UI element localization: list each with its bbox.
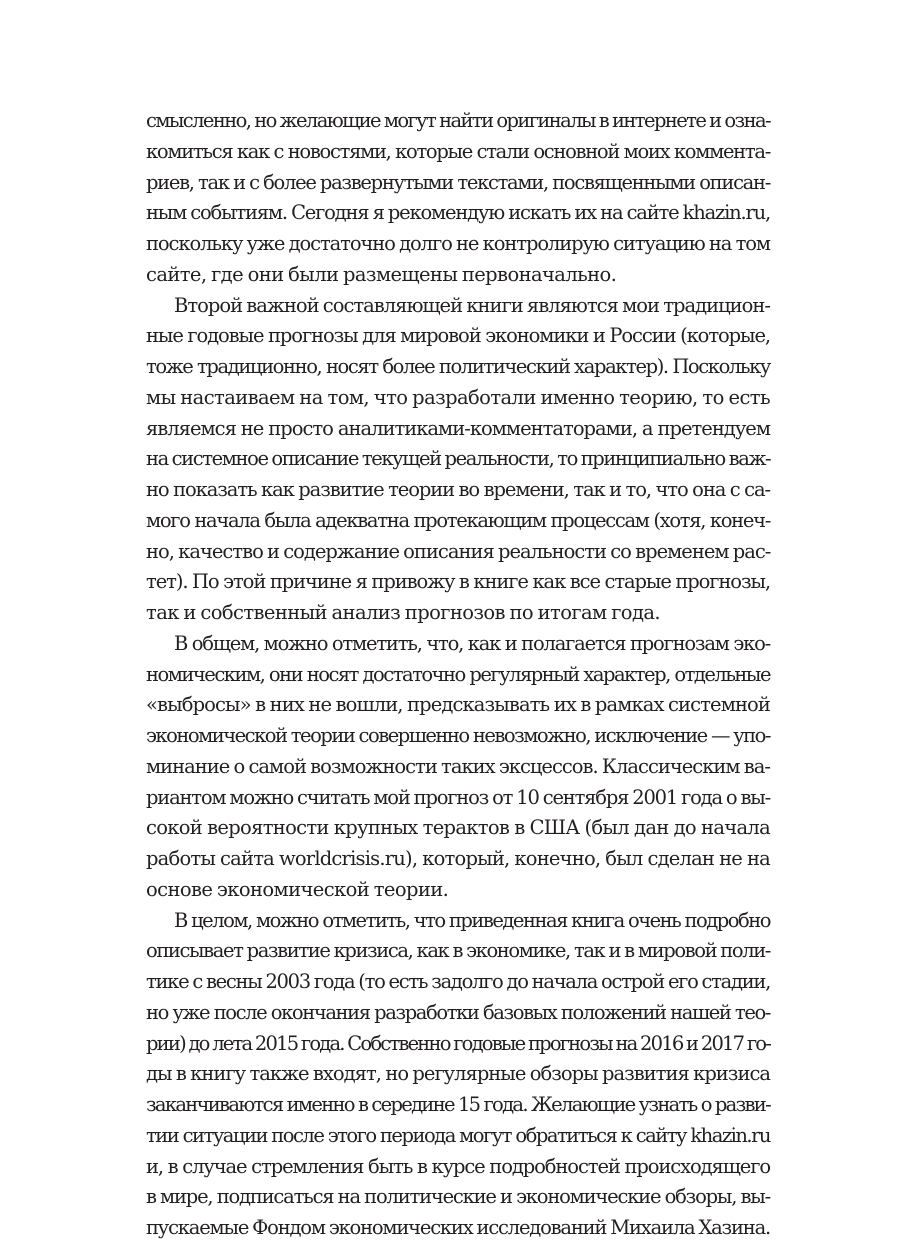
text-line: мого начала была адекватна протекающим процессам (хотя, конеч- [146,508,770,532]
text-line: риев, так и с более развернутыми текстами, посвященными описан- [146,170,770,194]
text-line: сайте, где они были размещены первоначально. [146,262,617,286]
text-line: тике с весны 2003 года (то есть задолго до начала острой его стадии, [146,970,770,993]
text-line: В целом, можно отметить, что приведенная книга очень подробно [174,908,770,932]
text-line: в мире, подписаться на политические и экономические обзоры, вы- [146,1185,770,1209]
text-line: ным событиям. Сегодня я рекомендую искать их на сайте khazin.ru, [146,201,770,225]
text-line: тоже традиционно, носят более политический характер). Поскольку [146,355,770,378]
text-line: «выбросы» в них не вошли, предсказывать их в рамках системной [146,693,770,717]
text-line: номическим, они носят достаточно регулярный характер, отдельные [146,662,770,686]
text-line: но уже после окончания разработки базовых положений нашей тео- [146,1000,770,1024]
text-line: но показать как развитие теории во времени, так и то, что она с са- [146,478,770,501]
text-line: заканчиваются именно в середине 15 года. Желающие узнать о разви- [146,1093,770,1116]
text-line: тет). По этой причине я привожу в книге как все старые прогнозы, [146,570,770,594]
text-line: работы сайта worldcrisis.ru), который, конечно, был сделан не на [146,847,770,870]
text-line: минание о самой возможности таких эксцессов. Классическим ва- [146,754,770,778]
text-line: Второй важной составляющей книги являются мои традицион- [174,293,770,317]
text-line: так и собственный анализ прогнозов по итогам года. [146,601,660,624]
text-line: ды в книгу также входят, но регулярные обзоры развития кризиса [146,1062,770,1086]
text-line: экономической теории совершенно невозможно, исключение — упо- [146,724,770,747]
paragraph-3 [146,629,770,906]
paragraph-2 [146,291,770,629]
text-line: но, качество и содержание описания реальности со временем рас- [146,539,771,563]
paragraph-4 [146,906,770,1244]
text-line: риантом можно считать мой прогноз от 10 сентября 2001 года о вы- [146,785,770,809]
text-line: сокой вероятности крупных терактов в США (был дан до начала [146,816,770,840]
text-line: являемся не просто аналитиками-комментаторами, а претендуем [146,416,770,440]
text-line: В общем, можно отметить, что, как и полагается прогнозам эко- [174,631,770,655]
text-line: на системное описание текущей реальности, то принципиально важ- [146,447,771,471]
text-line: рии) до лета 2015 года. Собственно годовые прогнозы на 2016 и 2017 го- [146,1031,770,1055]
text-line: поскольку уже достаточно долго не контролирую ситуацию на том [146,232,770,255]
paragraph-1 [146,106,770,291]
text-line: комиться как с новостями, которые стали основной моих коммента- [146,139,770,163]
text-line: и, в случае стремления быть в курсе подробностей происходящего [146,1154,770,1178]
text-line: основе экономической теории. [146,877,449,901]
text-line: тии ситуации после этого периода могут обратиться к сайту khazin.ru [146,1123,770,1147]
text-line: мы настаиваем на том, что разработали именно теорию, то есть [146,385,770,409]
text-line: смысленно, но желающие могут найти оригиналы в интернете и озна- [146,109,770,132]
body-text [146,106,770,1244]
text-line: пускаемые Фондом экономических исследований Михаила Хазина. [146,1216,770,1239]
text-line: ные годовые прогнозы для мировой экономики и России (которые, [146,324,770,348]
text-line: описывает развитие кризиса, как в экономике, так и в мировой поли- [146,939,770,963]
